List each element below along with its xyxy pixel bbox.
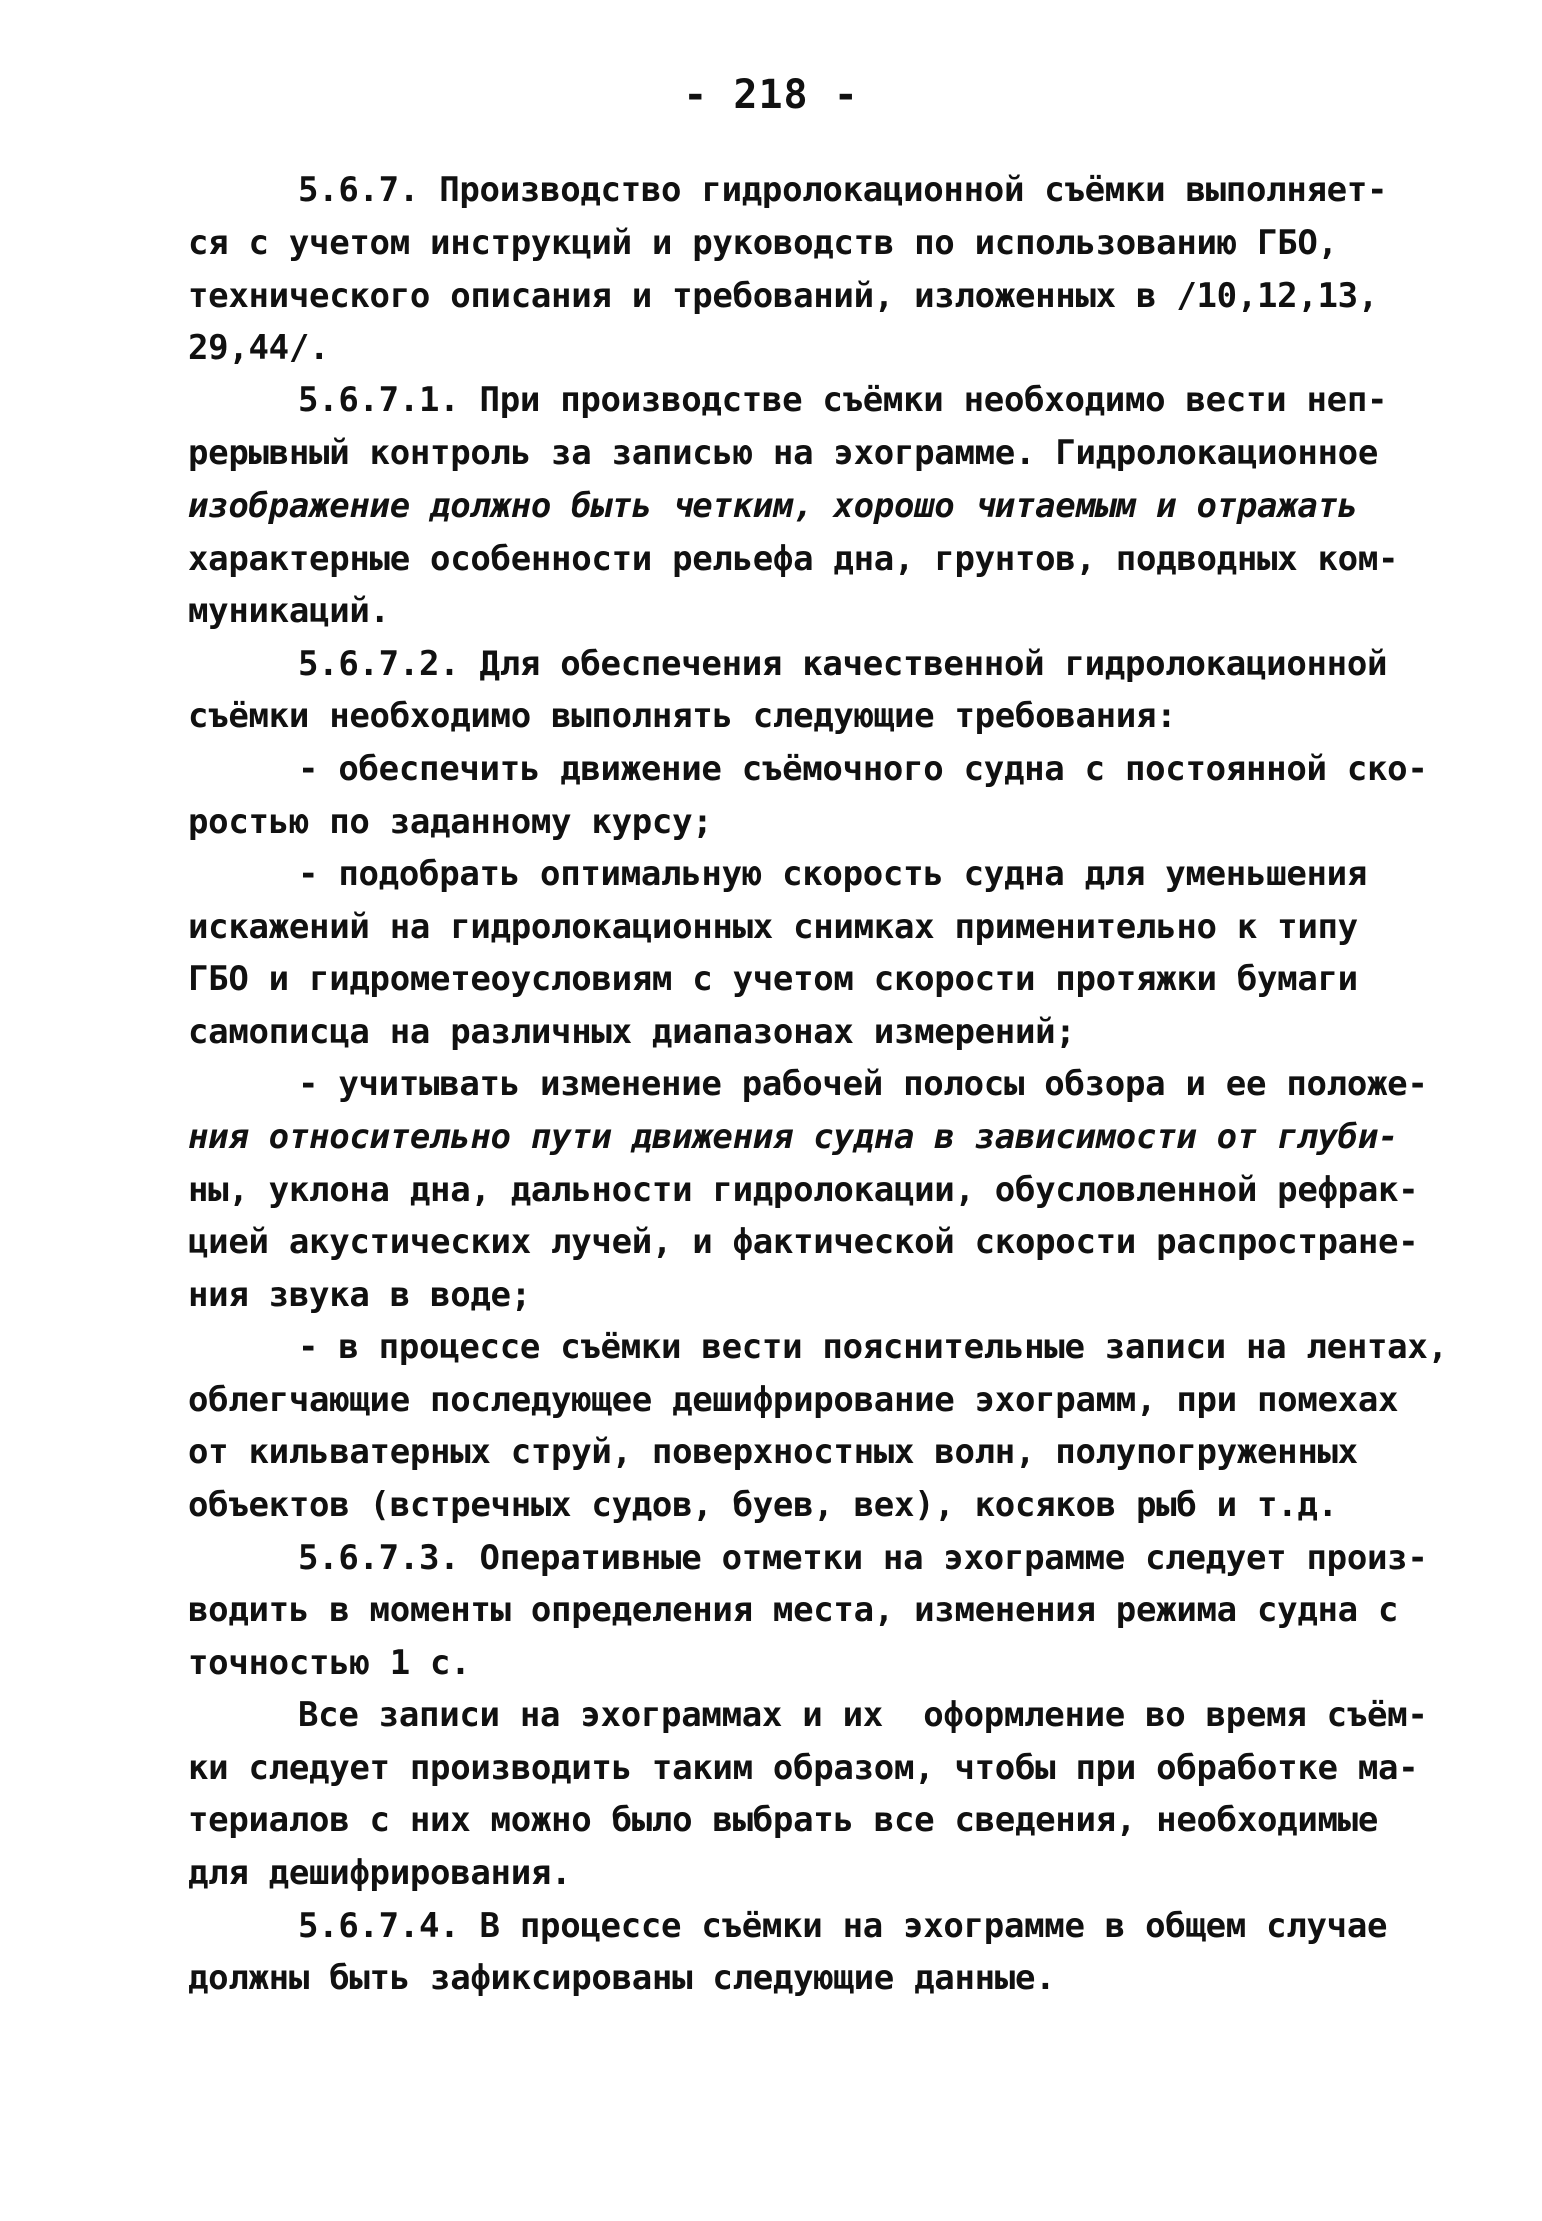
text-line: - обеспечить движение съёмочного судна с постоянной ско- [298,749,1428,789]
text-line: водить в моменты определения места, изменения режима судна с [188,1590,1399,1630]
text-line: облегчающие последующее дешифрирование эхограмм, при помехах [188,1380,1399,1420]
text-line: цией акустических лучей, и фактической скорости распростране- [188,1222,1419,1262]
text-line: ния звука в воде; [188,1275,531,1315]
text-line: 5.6.7.1. При производстве съёмки необходимо вести неп- [298,380,1388,420]
text-line: 5.6.7.3. Оперативные отметки на эхограмме следует произ- [298,1538,1428,1578]
text-line: - подобрать оптимальную скорость судна для уменьшения [298,854,1367,894]
text-line: 5.6.7.2. Для обеспечения качественной гидролокационной [298,644,1388,684]
text-line: от кильватерных струй, поверхностных волн, полупогруженных [188,1432,1358,1472]
page-number: - 218 - [683,72,859,118]
text-line: ния относительно пути движения судна в зависимости от глуби- [188,1117,1399,1157]
text-line: технического описания и требований, изложенных в /10,12,13, [188,276,1379,316]
text-line: ростью по заданному курсу; [188,802,713,842]
text-line: объектов (встречных судов, буев, вех), косяков рыб и т.д. [188,1485,1338,1525]
text-line: муникаций. [188,591,390,631]
text-line: для дешифрирования. [188,1853,572,1893]
text-line: ны, уклона дна, дальности гидролокации, обусловленной рефрак- [188,1170,1419,1210]
text-line: териалов с них можно было выбрать все сведения, необходимые [188,1800,1379,1840]
text-line: - учитывать изменение рабочей полосы обзора и ее положе- [298,1064,1428,1104]
text-line: - в процессе съёмки вести пояснительные записи на лентах, [298,1327,1448,1367]
text-line: 5.6.7. Производство гидролокационной съёмки выполняет- [298,170,1388,210]
text-line: съёмки необходимо выполнять следующие требования: [188,696,1177,736]
text-line: рерывный контроль за записью на эхограмме. Гидролокационное [188,433,1379,473]
text-line: самописца на различных диапазонах измерений; [188,1012,1076,1052]
text-line: должны быть зафиксированы следующие данные. [188,1958,1056,1998]
text-line: 29,44/. [188,328,330,368]
text-line: ся с учетом инструкций и руководств по использованию ГБО, [188,223,1338,263]
text-line: ГБО и гидрометеоусловиям с учетом скорости протяжки бумаги [188,959,1358,999]
text-line: ки следует производить таким образом, чтобы при обработке ма- [188,1748,1419,1788]
text-line: Все записи на эхограммах и их оформление во время съём- [298,1695,1428,1735]
text-line: искажений на гидролокационных снимках применительно к типу [188,907,1358,947]
text-line: точностью 1 с. [188,1643,471,1683]
text-line: 5.6.7.4. В процессе съёмки на эхограмме в общем случае [298,1906,1388,1946]
text-line: характерные особенности рельефа дна, грунтов, подводных ком- [188,539,1399,579]
text-line: изображение должно быть четким, хорошо читаемым и отражать [188,486,1358,526]
